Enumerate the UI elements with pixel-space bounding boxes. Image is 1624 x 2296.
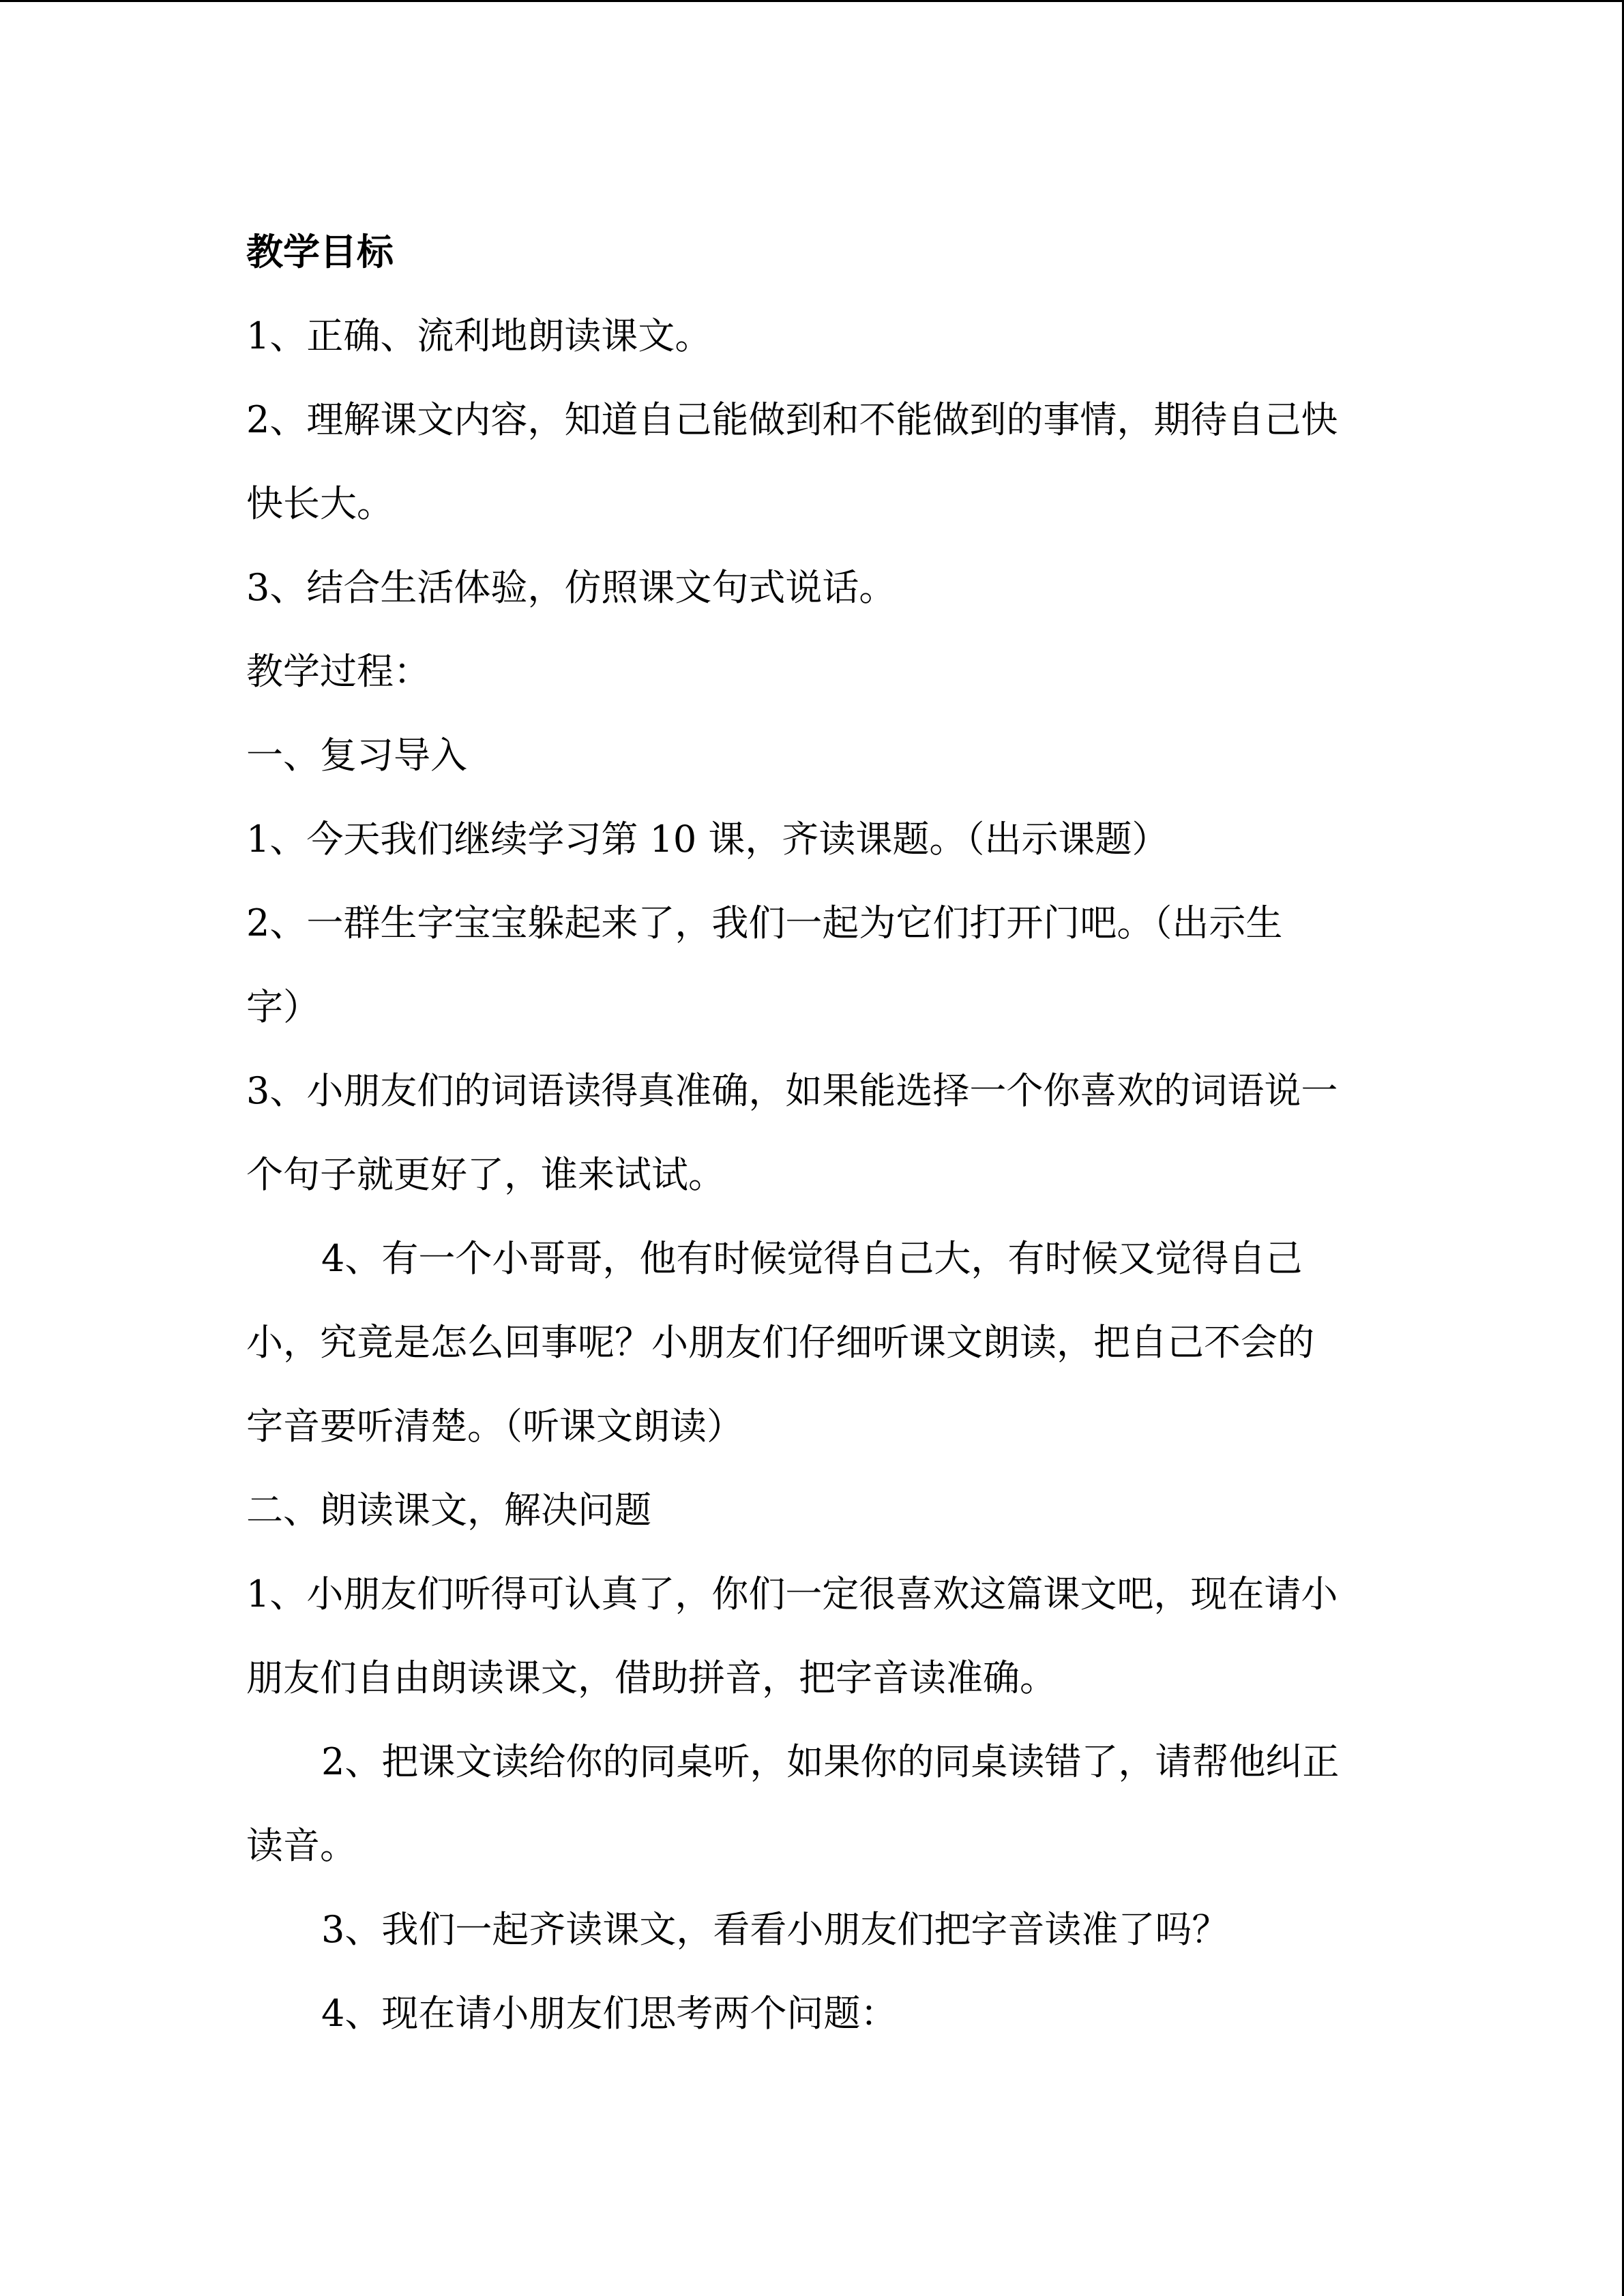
paragraph-line: 1、小朋友们听得可认真了，你们一定很喜欢这篇课文吧，现在请小 — [246, 1572, 1338, 1615]
paragraph-line: 4、现在请小朋友们思考两个问题： — [321, 1992, 898, 2035]
paragraph-line: 小，究竟是怎么回事呢？小朋友们仔细听课文朗读，把自己不会的 — [246, 1321, 1314, 1364]
section-heading: 二、朗读课文，解决问题 — [246, 1489, 651, 1532]
document-body — [246, 210, 1378, 2055]
paragraph-line: 2、把课文读给你的同桌听，如果你的同桌读错了，请帮他纠正 — [321, 1740, 1340, 1783]
section-heading: 教学目标 — [246, 230, 394, 273]
paragraph-line: 4、有一个小哥哥，他有时候觉得自己大，有时候又觉得自己 — [321, 1237, 1303, 1280]
paragraph-line: 朋友们自由朗读课文，借助拼音，把字音读准确。 — [246, 1656, 1057, 1699]
section-heading: 一、复习导入 — [246, 734, 467, 777]
paragraph-line: 个句子就更好了，谁来试试。 — [246, 1153, 725, 1196]
paragraph-line: 3、结合生活体验，仿照课文句式说话。 — [246, 566, 896, 609]
paragraph-line: 1、正确、流利地朗读课文。 — [246, 314, 712, 357]
paragraph-line: 1、今天我们继续学习第 10 课，齐读课题。（出示课题） — [246, 818, 1169, 861]
paragraph-line: 2、一群生字宝宝躲起来了，我们一起为它们打开门吧。（出示生 — [246, 901, 1283, 944]
paragraph-line: 3、小朋友们的词语读得真准确，如果能选择一个你喜欢的词语说一 — [246, 1069, 1338, 1112]
section-heading: 教学过程： — [246, 650, 430, 693]
paragraph-line: 快长大。 — [246, 482, 394, 525]
paragraph-line: 字） — [246, 985, 320, 1028]
paragraph-line: 字音要听清楚。（听课文朗读） — [246, 1405, 743, 1448]
paragraph-line: 3、我们一起齐读课文，看看小朋友们把字音读准了吗？ — [321, 1908, 1229, 1951]
paragraph-line: 读音。 — [246, 1824, 357, 1867]
paragraph-line: 2、理解课文内容，知道自己能做到和不能做到的事情，期待自己快 — [246, 398, 1338, 441]
